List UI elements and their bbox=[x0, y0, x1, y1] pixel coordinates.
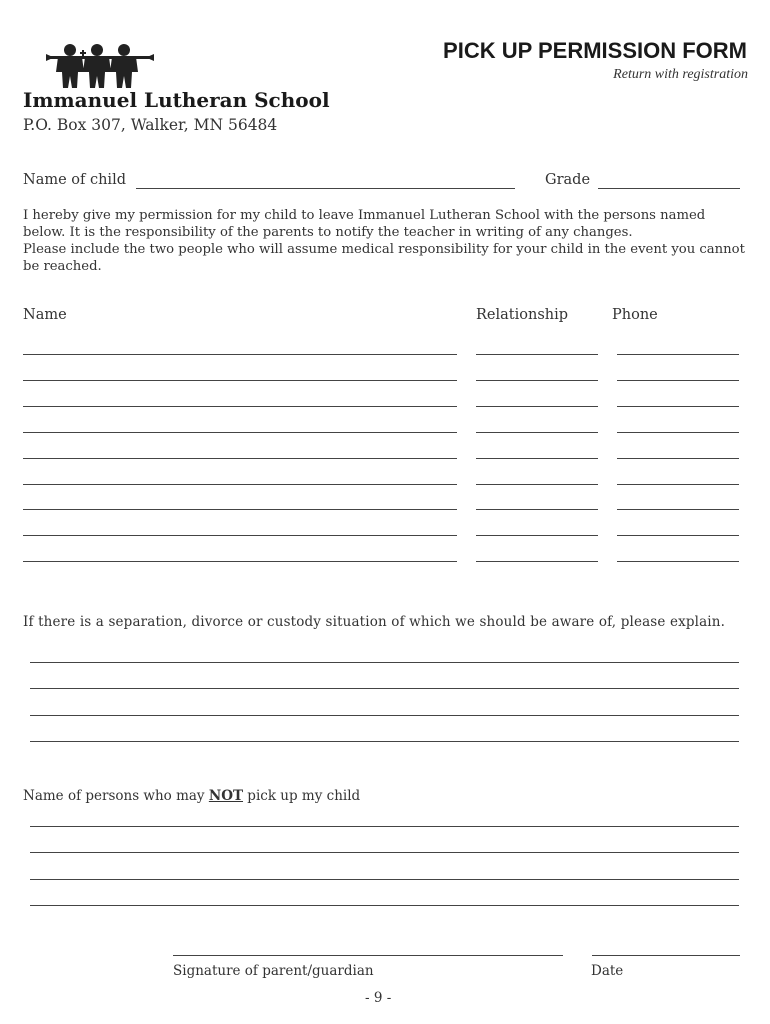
contact-phone-field[interactable] bbox=[617, 354, 739, 355]
form-title: PICK UP PERMISSION FORM bbox=[443, 38, 747, 63]
contact-relationship-field[interactable] bbox=[476, 354, 598, 355]
column-header-phone: Phone bbox=[612, 307, 658, 323]
custody-explanation-line[interactable] bbox=[30, 688, 739, 689]
contact-relationship-field[interactable] bbox=[476, 561, 598, 562]
not-pickup-prompt-before: Name of persons who may bbox=[23, 788, 209, 804]
not-pickup-prompt bbox=[23, 788, 360, 804]
grade-field[interactable] bbox=[598, 188, 740, 189]
contact-name-field[interactable] bbox=[23, 380, 457, 381]
contact-relationship-field[interactable] bbox=[476, 535, 598, 536]
permission-text-1: I hereby give my permission for my child to leave Immanuel Lutheran School with the persons named below. It is the responsibility of the parents to notify the teacher in writing of any changes. bbox=[23, 208, 706, 240]
contact-name-field[interactable] bbox=[23, 432, 457, 433]
contact-name-field[interactable] bbox=[23, 484, 457, 485]
contact-phone-field[interactable] bbox=[617, 484, 739, 485]
contact-relationship-field[interactable] bbox=[476, 484, 598, 485]
contact-phone-field[interactable] bbox=[617, 561, 739, 562]
contact-phone-field[interactable] bbox=[617, 458, 739, 459]
contact-phone-field[interactable] bbox=[617, 509, 739, 510]
not-pickup-name-line[interactable] bbox=[30, 826, 739, 827]
contact-name-field[interactable] bbox=[23, 406, 457, 407]
signature-field[interactable] bbox=[173, 955, 563, 956]
contact-relationship-field[interactable] bbox=[476, 509, 598, 510]
contact-phone-field[interactable] bbox=[617, 380, 739, 381]
contact-relationship-field[interactable] bbox=[476, 458, 598, 459]
contact-relationship-field[interactable] bbox=[476, 380, 598, 381]
contact-name-field[interactable] bbox=[23, 354, 457, 355]
column-header-relationship: Relationship bbox=[476, 307, 569, 323]
not-pickup-name-line[interactable] bbox=[30, 879, 739, 880]
child-name-label: Name of child bbox=[23, 172, 126, 188]
school-name: Immanuel Lutheran School bbox=[23, 88, 330, 112]
form-subtitle: Return with registration bbox=[613, 67, 748, 82]
contact-name-field[interactable] bbox=[23, 509, 457, 510]
contact-phone-field[interactable] bbox=[617, 535, 739, 536]
permission-text-2: Please include the two people who will assume medical responsibility for your child in the event you cannot be reached. bbox=[23, 242, 745, 274]
custody-explanation-line[interactable] bbox=[30, 741, 739, 742]
contact-relationship-field[interactable] bbox=[476, 432, 598, 433]
school-logo bbox=[44, 42, 156, 90]
permission-paragraph bbox=[23, 207, 747, 275]
school-address: P.O. Box 307, Walker, MN 56484 bbox=[23, 116, 278, 134]
grade-label: Grade bbox=[545, 172, 591, 188]
child-name-field[interactable] bbox=[136, 188, 515, 189]
contact-name-field[interactable] bbox=[23, 561, 457, 562]
not-pickup-name-line[interactable] bbox=[30, 905, 739, 906]
not-pickup-name-line[interactable] bbox=[30, 852, 739, 853]
contact-phone-field[interactable] bbox=[617, 406, 739, 407]
custody-prompt: If there is a separation, divorce or custody situation of which we should be aware of, please explain. bbox=[23, 614, 726, 630]
column-header-name: Name bbox=[23, 307, 67, 323]
date-field[interactable] bbox=[592, 955, 740, 956]
contact-name-field[interactable] bbox=[23, 458, 457, 459]
contact-phone-field[interactable] bbox=[617, 432, 739, 433]
custody-explanation-line[interactable] bbox=[30, 715, 739, 716]
contact-relationship-field[interactable] bbox=[476, 406, 598, 407]
contact-name-field[interactable] bbox=[23, 535, 457, 536]
not-pickup-prompt-after: pick up my child bbox=[243, 788, 361, 804]
signature-label: Signature of parent/guardian bbox=[173, 963, 374, 979]
date-label: Date bbox=[591, 963, 624, 979]
page-number: - 9 - bbox=[365, 990, 392, 1006]
not-pickup-emphasis: NOT bbox=[208, 788, 244, 804]
custody-explanation-line[interactable] bbox=[30, 662, 739, 663]
